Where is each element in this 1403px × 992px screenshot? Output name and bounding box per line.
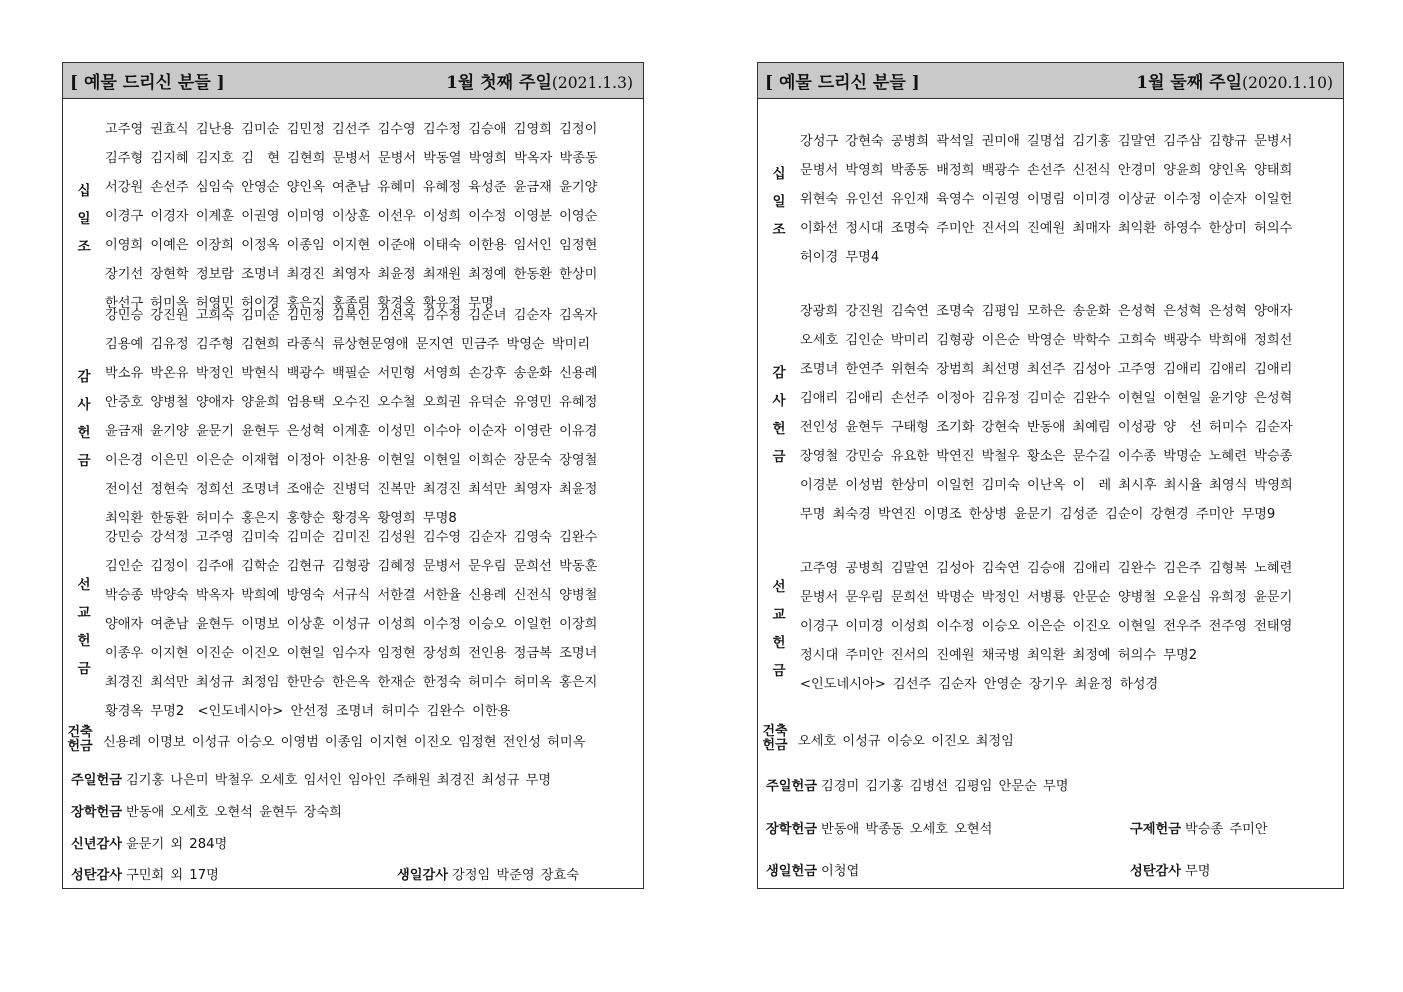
name-line: 문병서 박영희 박종동 배정희 백광수 손선주 신전식 안경미 양윤희 양인옥 양태희 [800, 163, 1293, 178]
row-scholarship [63, 797, 651, 823]
label-char: 조 [77, 238, 91, 255]
offering-panel-week1 [62, 62, 644, 889]
label-char: 헌 [772, 421, 786, 437]
row-label: 주일헌금 [71, 772, 122, 788]
name-line: 강민승 강석정 고주영 김미숙 김미순 김미진 김성원 김수영 김순자 김영숙 김완수 [105, 530, 598, 545]
name-line: 최익환 한동환 허미수 홍은지 홍향순 황경옥 황영희 무명8 [105, 511, 457, 526]
name-line: 장영철 강민승 유요한 박연진 박철우 황소은 문수길 이수종 박명순 노혜련 박승종 [800, 449, 1293, 464]
label-char: 금 [772, 449, 786, 465]
row-names: 신용례 이명보 이성규 이승오 이영범 이종임 이지현 이진오 임정현 전인성 허미옥 [103, 734, 586, 750]
row-names: 김경미 김기홍 김병선 김평임 안문순 무명 [820, 778, 1069, 794]
section-thanksgiving [758, 297, 1343, 529]
section-mission [758, 554, 1343, 699]
label-char: 헌 [77, 632, 91, 649]
section-names [800, 554, 1343, 699]
panel-week: 1월 둘째 주일(2020.1.10) [1136, 73, 1333, 93]
name-line: 박소유 박온유 박정인 박현식 백광수 백필순 서민형 서영희 손강후 송운화 신용례 [105, 366, 598, 381]
section-label [63, 301, 105, 533]
label-char: 선 [772, 578, 786, 595]
name-line: 한선구 허미옥 허영민 허이경 홍은지 홍종림 황경옥 황유정 무명 [105, 296, 494, 311]
section-label [758, 127, 800, 272]
section-names [800, 297, 1343, 529]
row-scholarship-relief [758, 814, 1343, 840]
row-newyear [63, 829, 651, 855]
section-tithe [63, 115, 643, 318]
label-char: 금 [772, 662, 786, 679]
label-char: 조 [772, 221, 786, 238]
christmas-entry: 성탄감사 구민회 외 17명 [71, 867, 219, 883]
name-line: 이경구 이경자 이계훈 이권영 이미영 이상훈 이선우 이성희 이수정 이영분 이영순 [105, 209, 598, 224]
name-line: 이은경 이은민 이은순 이재협 이정아 이찬용 이현일 이현일 이희순 장문숙 장영철 [105, 453, 598, 468]
name-line: 양애자 여춘남 윤현두 이명보 이상훈 이성규 이성희 이수정 이승오 이일헌 이장희 [105, 617, 598, 632]
label-char: 교 [77, 604, 91, 621]
row-birthday-christmas [758, 856, 1343, 882]
label-char: 사 [77, 397, 91, 413]
name-line: 위현숙 유인선 유인재 육영수 이권영 이명림 이미경 이상균 이수정 이순자 이일헌 [800, 192, 1293, 207]
name-line: 고주영 공병희 김말연 김성아 김숙연 김승애 김애리 김완수 김은주 김형복 노혜련 [800, 561, 1293, 576]
panel-header [758, 63, 1343, 99]
row-sunday [63, 765, 651, 791]
offering-panel-week2 [757, 62, 1344, 889]
row-names: 김기홍 나은미 박철우 오세호 임서인 임아인 주해원 최경진 최성규 무명 [125, 772, 552, 788]
label-char: 일 [772, 193, 786, 210]
birthday-entry: 생일감사 강정임 박준영 장효숙 [397, 867, 580, 883]
name-line: 고주영 권효식 김난용 김미순 김민정 김선주 김수영 김수정 김승애 김영희 김정이 [105, 122, 598, 137]
section-tithe [758, 127, 1343, 272]
row-label: 장학헌금 [71, 804, 122, 820]
panel-week: 1월 첫째 주일(2021.1.3) [446, 73, 633, 93]
name-line: <인도네시아> 김선주 김순자 안영순 장기우 최윤정 하성경 [800, 677, 1159, 692]
name-line: 오세호 김인순 박미리 김형광 이은순 박영순 박학수 고희숙 백광수 박희애 정희선 [800, 333, 1293, 348]
name-line: 김용예 김유정 김주형 김현희 라종식 류상현문영애 문지연 민금주 박영순 박미리 [105, 337, 591, 352]
name-line: 문병서 문우림 문희선 박명순 박정인 서병룡 안문순 양병철 오윤심 유희정 윤문기 [800, 590, 1293, 605]
label-char: 헌 [772, 634, 786, 651]
name-line: 황경옥 무명2 <인도네시아> 안선정 조명녀 허미수 김완수 이한용 [105, 704, 511, 719]
name-line: 전인성 윤현두 구태형 조기화 강현숙 반동애 최예림 이성광 양 선 허미수 김순자 [800, 420, 1293, 435]
row-names: 반동애 오세호 오현석 윤현두 장숙희 [125, 804, 342, 820]
name-line: 무명 최숙경 박연진 이명조 한상병 윤문기 김성준 김순이 강현경 주미안 무명9 [800, 507, 1276, 522]
panel-header [63, 63, 643, 99]
scholarship-entry: 장학헌금 반동애 박종동 오세호 오현석 [766, 821, 993, 837]
section-names [105, 115, 643, 318]
name-line: 김애리 김애리 손선주 이정아 김유정 김미순 김완수 이현일 이현일 윤기양 은성혁 [800, 391, 1293, 406]
name-line: 강민승 강진원 고희숙 김미순 김민정 김복인 김선옥 김수정 김순녀 김순자 김옥자 [105, 308, 598, 323]
section-names [105, 523, 643, 726]
label-char: 교 [772, 606, 786, 623]
name-line: 이종우 이지현 이진순 이진오 이현일 임수자 임정현 장성희 전인용 정금복 조명녀 [105, 646, 598, 661]
christmas-entry: 성탄감사 무명 [1130, 863, 1211, 879]
panel-title: [ 예물 드리신 분들 ] [70, 73, 225, 93]
name-line: 김주형 김지혜 김지호 김 현 김현희 문병서 문병서 박동열 박영희 박옥자 박종동 [105, 151, 598, 166]
row-names: 오세호 이성규 이승오 이진오 최정임 [798, 733, 1014, 749]
birthday-entry: 생일헌금 이청엽 [766, 863, 860, 879]
row-christmas-birthday [63, 860, 643, 886]
name-line: 이영희 이예은 이장희 이정옥 이종임 이지현 이준애 이태숙 이한용 임서인 임정현 [105, 238, 598, 253]
name-line: 박승종 박양숙 박옥자 박희예 방영숙 서규식 서한결 서한율 신용례 신전식 양병철 [105, 588, 598, 603]
row-label: 주일헌금 [766, 778, 817, 794]
label-char: 십 [77, 182, 91, 199]
section-label [758, 554, 800, 699]
section-thanksgiving [63, 301, 643, 533]
row-building [758, 723, 1343, 755]
label-char: 금 [77, 453, 91, 469]
row-label: 신년감사 [71, 836, 122, 852]
label-char: 십 [772, 165, 786, 182]
name-line: 안중호 양병철 양애자 양윤희 엄용택 오수진 오수철 오희권 유덕순 유영민 유혜정 [105, 395, 598, 410]
section-mission [63, 523, 643, 726]
name-line: 이경분 이성범 한상미 이일헌 김미숙 이난옥 이 레 최시후 최시율 최영식 박영희 [800, 478, 1293, 493]
name-line: 김인순 김정이 김주애 김학순 김현규 김형광 김혜정 문병서 문우림 문희선 박동훈 [105, 559, 598, 574]
name-line: 정시대 주미안 진서의 진예원 채국병 최익환 최정예 허의수 무명2 [800, 648, 1198, 663]
panel-title: [ 예물 드리신 분들 ] [765, 73, 920, 93]
name-line: 전이선 정현숙 정희선 조명녀 조애순 진병덕 진복만 최경진 최석만 최영자 최윤정 [105, 482, 598, 497]
name-line: 최경진 최석만 최성규 최정임 한만승 한은옥 한재순 한정숙 허미수 허미옥 홍은지 [105, 675, 598, 690]
row-label: 건축헌금 [67, 725, 93, 754]
name-line: 장기선 장현학 정보람 조명녀 최경진 최영자 최윤정 최재원 최정예 한동환 한상미 [105, 267, 598, 282]
label-char: 금 [77, 660, 91, 677]
relief-entry: 구제헌금 박승종 주미안 [1130, 821, 1268, 837]
label-char: 감 [772, 365, 786, 381]
section-label [63, 523, 105, 726]
name-line: 강성구 강현숙 공병희 곽석일 권미애 길명섭 김기홍 김말연 김주삼 김향규 문병서 [800, 134, 1293, 149]
label-char: 일 [77, 210, 91, 227]
label-char: 선 [77, 576, 91, 593]
row-label: 건축헌금 [762, 724, 788, 753]
section-names [800, 127, 1343, 272]
row-building [63, 725, 643, 755]
row-names: 윤문기 외 284명 [125, 836, 228, 852]
name-line: 이화선 정시대 조명숙 주미안 진서의 진예원 최매자 최익환 하영수 한상미 허의수 [800, 221, 1293, 236]
section-label [63, 115, 105, 318]
section-names [105, 301, 643, 533]
label-char: 헌 [77, 425, 91, 441]
name-line: 조명녀 한연주 위현숙 장범희 최선명 최선주 김성아 고주영 김애리 김애리 김애리 [800, 362, 1293, 377]
label-char: 감 [77, 369, 91, 385]
name-line: 서강원 손선주 심임숙 안영순 양인옥 여춘남 유혜미 유혜정 육성준 윤금재 윤기양 [105, 180, 598, 195]
name-line: 허이경 무명4 [800, 250, 880, 265]
name-line: 이경구 이미경 이성희 이수정 이승오 이은순 이진오 이현일 전우주 전주영 전태영 [800, 619, 1293, 634]
label-char: 사 [772, 393, 786, 409]
section-label [758, 297, 800, 529]
name-line: 윤금재 윤기양 윤문기 윤현두 은성혁 이계훈 이성민 이수아 이순자 이영란 이유경 [105, 424, 598, 439]
row-sunday [758, 771, 1351, 797]
name-line: 장광희 강진원 김숙연 조명숙 김평임 모하은 송운화 은성혁 은성혁 은성혁 양애자 [800, 304, 1293, 319]
